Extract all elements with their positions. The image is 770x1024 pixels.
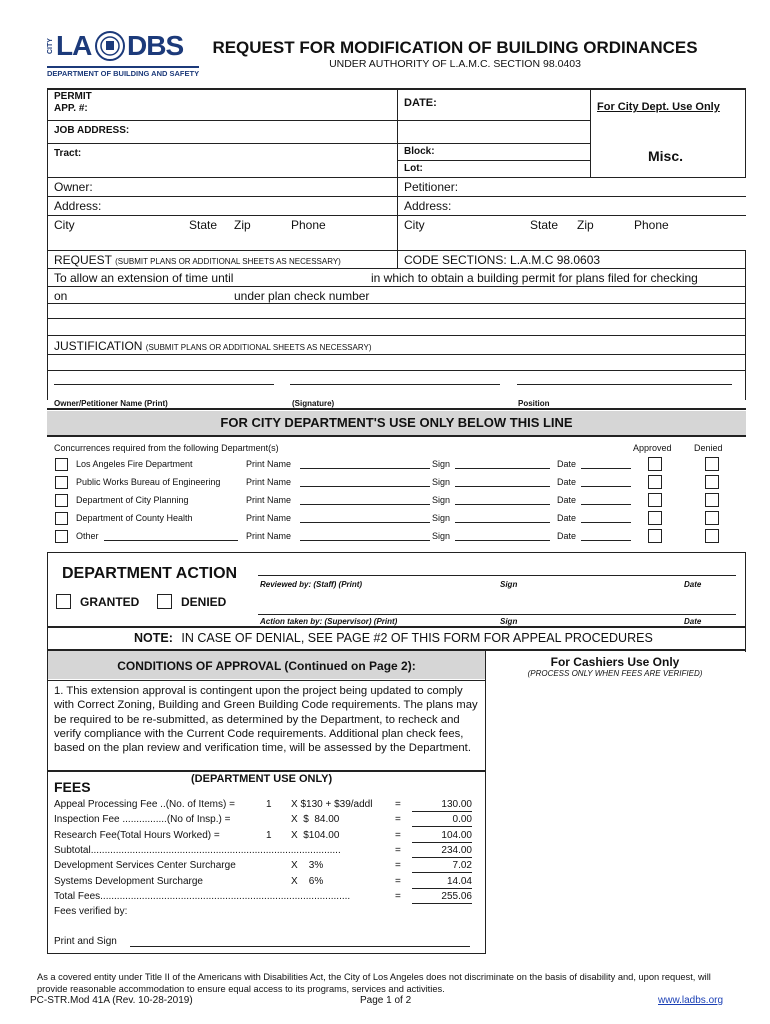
conditions-title: CONDITIONS OF APPROVAL (Continued on Page 2): bbox=[117, 659, 416, 673]
misc-label: Misc. bbox=[648, 148, 684, 164]
approved-checkbox[interactable] bbox=[648, 511, 662, 525]
dept-date-line[interactable] bbox=[581, 540, 631, 541]
permit-app-label bbox=[54, 91, 92, 115]
cashiers-title: For Cashiers Use Only bbox=[550, 655, 680, 669]
fee-label: Systems Development Surcharge bbox=[54, 876, 203, 887]
city-use-banner-text: FOR CITY DEPARTMENT'S USE ONLY BELOW THIS LINE bbox=[220, 415, 573, 430]
fee-amount: 104.00 bbox=[412, 830, 472, 843]
dept-checkbox[interactable] bbox=[55, 476, 68, 489]
request-line1-start: To allow an extension of time until bbox=[54, 271, 234, 285]
dept-sign-line[interactable] bbox=[455, 540, 550, 541]
dept-sign-label: Sign bbox=[432, 459, 451, 469]
city-seal-icon bbox=[95, 31, 125, 61]
justification-note: (SUBMIT PLANS OR ADDITIONAL SHEETS AS NECESSARY) bbox=[145, 343, 372, 352]
print-sign-label: Print and Sign bbox=[54, 936, 117, 947]
address-right-label: Address: bbox=[404, 199, 452, 213]
denial-note bbox=[134, 631, 653, 645]
website-link[interactable]: www.ladbs.org bbox=[658, 995, 724, 1006]
dept-date-label: Date bbox=[557, 459, 577, 469]
dept-checkbox[interactable] bbox=[55, 512, 68, 525]
reviewed-sign-label: Sign bbox=[500, 580, 518, 589]
pet-city-label: City bbox=[404, 218, 425, 232]
fee-equals: = bbox=[395, 830, 401, 841]
granted-checkbox[interactable] bbox=[56, 594, 71, 609]
owner-name-print-label: Owner/Petitioner Name (Print) bbox=[54, 399, 168, 408]
owner-label: Owner: bbox=[54, 180, 93, 194]
fee-label: Subtotal.......................................................................................... bbox=[54, 845, 341, 856]
approved-checkbox[interactable] bbox=[648, 457, 662, 471]
form-id: PC-STR.Mod 41A (Rev. 10-28-2019) bbox=[30, 995, 193, 1006]
dept-print-name-label: Print Name bbox=[246, 513, 292, 523]
ada-notice: As a covered entity under Title II of the Americans with Disabilities Act, the City of Los Angeles does not discriminate on the basis of disability and, upon request, will provide reasonable accommodation to ensure equal access to its programs, services and activities. bbox=[37, 972, 711, 994]
dept-sign-label: Sign bbox=[432, 513, 451, 523]
denied-checkbox[interactable] bbox=[705, 511, 719, 525]
dept-checkbox[interactable] bbox=[55, 494, 68, 507]
fee-equals: = bbox=[395, 845, 401, 856]
dept-date-line[interactable] bbox=[581, 468, 631, 469]
request-title: REQUEST bbox=[54, 253, 112, 267]
owner-phone-label: Phone bbox=[291, 218, 326, 232]
position-label: Position bbox=[518, 399, 550, 408]
dept-print-name-label: Print Name bbox=[246, 495, 292, 505]
dept-name: Department of County Health bbox=[76, 513, 193, 523]
denied-checkbox[interactable] bbox=[705, 475, 719, 489]
job-address-label: JOB ADDRESS: bbox=[54, 125, 130, 136]
dept-print-name-label: Print Name bbox=[246, 531, 292, 541]
fee-equals: = bbox=[395, 876, 401, 887]
dept-date-line[interactable] bbox=[581, 522, 631, 523]
pet-zip-label: Zip bbox=[577, 218, 594, 232]
dept-date-label: Date bbox=[557, 495, 577, 505]
dept-sign-line[interactable] bbox=[455, 522, 550, 523]
cashiers-note: (PROCESS ONLY WHEN FEES ARE VERIFIED) bbox=[527, 669, 703, 678]
fee-equals: = bbox=[395, 799, 401, 810]
concurrences-label: Concurrences required from the following Department(s) bbox=[54, 443, 279, 453]
fee-label: Appeal Processing Fee ..(No. of Items) = bbox=[54, 799, 235, 810]
dept-print-name-line[interactable] bbox=[300, 504, 430, 505]
signature-label: (Signature) bbox=[292, 399, 335, 408]
tract-label: Tract: bbox=[54, 148, 82, 159]
dept-sign-label: Sign bbox=[432, 495, 451, 505]
fee-label: Research Fee(Total Hours Worked) = bbox=[54, 830, 220, 841]
fee-equals: = bbox=[395, 891, 401, 902]
dept-date-label: Date bbox=[557, 513, 577, 523]
fee-label: Development Services Center Surcharge bbox=[54, 860, 236, 871]
dept-print-name-line[interactable] bbox=[300, 468, 430, 469]
dept-date-label: Date bbox=[557, 477, 577, 487]
print-sign-line[interactable] bbox=[130, 946, 470, 947]
note-label: NOTE: bbox=[134, 631, 173, 645]
denied-checkbox[interactable] bbox=[157, 594, 172, 609]
fees-title: FEES bbox=[54, 779, 91, 795]
denied-checkbox[interactable] bbox=[705, 529, 719, 543]
denied-header: Denied bbox=[694, 443, 723, 453]
dept-print-name-line[interactable] bbox=[300, 486, 430, 487]
request-line2-end: under plan check number bbox=[234, 289, 370, 303]
denied-checkbox[interactable] bbox=[705, 457, 719, 471]
dept-sign-label: Sign bbox=[432, 477, 451, 487]
dept-name: Other bbox=[76, 531, 99, 541]
fee-equals: = bbox=[395, 814, 401, 825]
action-sign-label: Sign bbox=[500, 617, 518, 626]
dept-sign-line[interactable] bbox=[455, 486, 550, 487]
fee-amount: 0.00 bbox=[412, 814, 472, 827]
dept-checkbox[interactable] bbox=[55, 458, 68, 471]
dept-print-name-line[interactable] bbox=[300, 522, 430, 523]
conditions-text: 1. This extension approval is contingent upon the project being updated to comply with Correct Zoning, Building and Green Building Code requirements. The plans may be required to be re-submitted, as determined by the Department, to recheck and verify compliance with the Current Code requirements. Additional plan check fees, based on the plan review and verification time, will be assessed by the Department. bbox=[54, 685, 478, 755]
page-number: Page 1 of 2 bbox=[360, 995, 412, 1006]
fee-amount: 234.00 bbox=[412, 845, 472, 858]
request-note: (SUBMIT PLANS OR ADDITIONAL SHEETS AS NECESSARY) bbox=[115, 257, 341, 266]
reviewed-by-label: Reviewed by: (Staff) (Print) bbox=[260, 580, 363, 589]
fee-qty: 1 bbox=[266, 799, 272, 810]
fee-amount: 7.02 bbox=[412, 860, 472, 873]
dept-sign-label: Sign bbox=[432, 531, 451, 541]
date-label: DATE: bbox=[404, 97, 437, 109]
dept-checkbox[interactable] bbox=[55, 530, 68, 543]
fee-rate: X 3% bbox=[291, 860, 324, 871]
dept-name: Department of City Planning bbox=[76, 495, 189, 505]
permit-label-text: PERMIT APP. #: bbox=[54, 91, 92, 114]
reviewed-date-label: Date bbox=[684, 580, 702, 589]
fees-verified-label: Fees verified by: bbox=[54, 906, 128, 917]
petitioner-label: Petitioner: bbox=[404, 180, 459, 194]
dept-name: Los Angeles Fire Department bbox=[76, 459, 193, 469]
dept-sign-line[interactable] bbox=[455, 468, 550, 469]
fee-amount: 255.06 bbox=[412, 891, 472, 904]
fee-rate: X $130 + $39/addl bbox=[291, 799, 373, 810]
granted-label: GRANTED bbox=[80, 595, 140, 609]
page-subtitle: UNDER AUTHORITY OF L.A.M.C. SECTION 98.0403 bbox=[329, 58, 581, 70]
fee-label: Inspection Fee ................(No of Insp.) = bbox=[54, 814, 231, 825]
fee-qty: 1 bbox=[266, 830, 272, 841]
owner-state-label: State bbox=[189, 218, 218, 232]
logo-department-text: DEPARTMENT OF BUILDING AND SAFETY bbox=[47, 66, 199, 78]
dept-date-line[interactable] bbox=[581, 504, 631, 505]
owner-city-label: City bbox=[54, 218, 75, 232]
fee-amount: 14.04 bbox=[412, 876, 472, 889]
owner-zip-label: Zip bbox=[234, 218, 251, 232]
city-use-label: For City Dept. Use Only bbox=[597, 101, 720, 113]
fee-label: Total Fees.......................................................................................... bbox=[54, 891, 351, 902]
approved-header: Approved bbox=[633, 443, 672, 453]
dept-sign-line[interactable] bbox=[455, 504, 550, 505]
pet-state-label: State bbox=[530, 218, 559, 232]
request-line2-start: on bbox=[54, 289, 68, 303]
department-action-title: DEPARTMENT ACTION bbox=[62, 565, 238, 582]
request-line1-end: in which to obtain a building permit for plans filed for checking bbox=[371, 271, 698, 285]
fee-equals: = bbox=[395, 860, 401, 871]
dept-date-line[interactable] bbox=[581, 486, 631, 487]
pet-phone-label: Phone bbox=[634, 218, 669, 232]
dept-print-name-label: Print Name bbox=[246, 477, 292, 487]
logo-city-text: CITY bbox=[47, 38, 54, 54]
fee-rate: X 6% bbox=[291, 876, 324, 887]
lot-label: Lot: bbox=[404, 163, 423, 174]
fee-rate: X $ 84.00 bbox=[291, 814, 340, 825]
fees-dept-use: (DEPARTMENT USE ONLY) bbox=[191, 773, 333, 785]
dept-print-name-line[interactable] bbox=[300, 540, 430, 541]
approved-checkbox[interactable] bbox=[648, 493, 662, 507]
request-label bbox=[54, 253, 341, 267]
denied-checkbox[interactable] bbox=[705, 493, 719, 507]
dept-print-name-label: Print Name bbox=[246, 459, 292, 469]
action-by-label: Action taken by: (Supervisor) (Print) bbox=[260, 617, 398, 626]
fee-rate: X $104.00 bbox=[291, 830, 340, 841]
note-text: IN CASE OF DENIAL, SEE PAGE #2 OF THIS FORM FOR APPEAL PROCEDURES bbox=[181, 631, 653, 645]
justification-label bbox=[54, 339, 371, 353]
page-title: REQUEST FOR MODIFICATION OF BUILDING ORDINANCES bbox=[212, 38, 698, 57]
code-sections-label: CODE SECTIONS: L.A.M.C 98.0603 bbox=[404, 253, 601, 267]
justification-title: JUSTIFICATION bbox=[54, 339, 143, 353]
address-left-label: Address: bbox=[54, 199, 102, 213]
ladbs-logo bbox=[45, 30, 200, 78]
logo-la-text: LA bbox=[56, 30, 92, 61]
approved-checkbox[interactable] bbox=[648, 529, 662, 543]
block-label: Block: bbox=[404, 146, 435, 157]
dept-date-label: Date bbox=[557, 531, 577, 541]
approved-checkbox[interactable] bbox=[648, 475, 662, 489]
dept-name: Public Works Bureau of Engineering bbox=[76, 477, 221, 487]
fee-amount: 130.00 bbox=[412, 799, 472, 812]
logo-dbs-text: DBS bbox=[127, 30, 184, 61]
denied-label: DENIED bbox=[181, 595, 227, 609]
action-date-label: Date bbox=[684, 617, 702, 626]
